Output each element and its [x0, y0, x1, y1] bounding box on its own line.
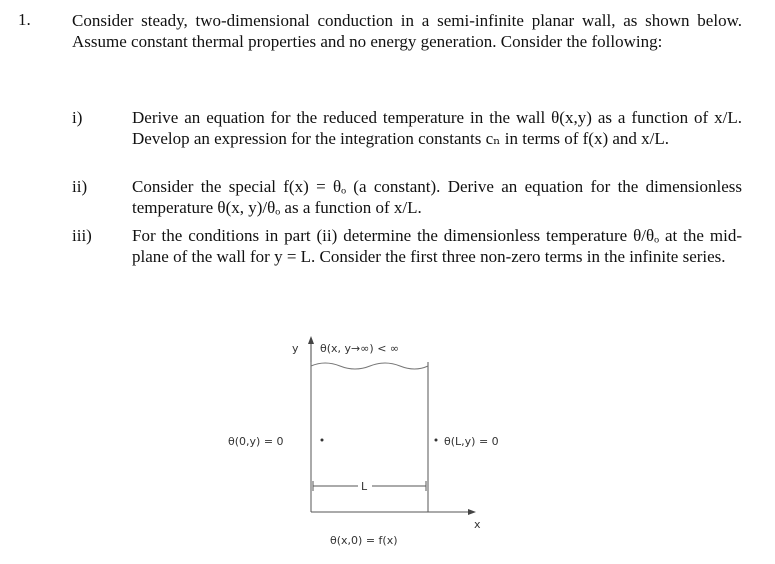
part-text: For the conditions in part (ii) determine the dimensionless temperature θ/θₒ at the mid-plane of the wall for y = L. Consider the first three non-zero terms in the infinite series.: [132, 226, 742, 266]
right-boundary-label: θ(L,y) = 0: [444, 435, 499, 448]
left-boundary-label: θ(0,y) = 0: [228, 435, 284, 448]
width-label: L: [361, 480, 368, 493]
part-text: Derive an equation for the reduced temperature in the wall θ(x,y) as a function of x/L. Develop an expression for the integration constants cₙ in terms of f(x) and x/L.: [132, 108, 742, 148]
part-label: ii): [72, 177, 88, 196]
question-intro: Consider steady, two-dimensional conduction in a semi-infinite planar wall, as shown below. Assume constant thermal properties and no energy generation. Consider the following:: [72, 11, 742, 51]
wall-top-wavy: [311, 363, 428, 369]
right-dot: [435, 439, 438, 442]
part-label: iii): [72, 226, 92, 245]
part-label: i): [72, 108, 83, 127]
question-number: 1.: [18, 10, 31, 29]
top-boundary-label: θ(x, y→∞) < ∞: [320, 342, 400, 355]
y-axis-label: y: [292, 342, 299, 355]
x-axis-label: x: [474, 518, 481, 531]
bottom-boundary-label: θ(x,0) = f(x): [330, 534, 398, 547]
part-text: Consider the special f(x) = θₒ (a constant). Derive an equation for the dimensionless temperature θ(x, y)/θₒ as a function of x/L.: [132, 177, 742, 217]
arrow-head-icon: [468, 509, 476, 515]
left-dot: [321, 439, 324, 442]
arrow-head-icon: [308, 336, 314, 344]
